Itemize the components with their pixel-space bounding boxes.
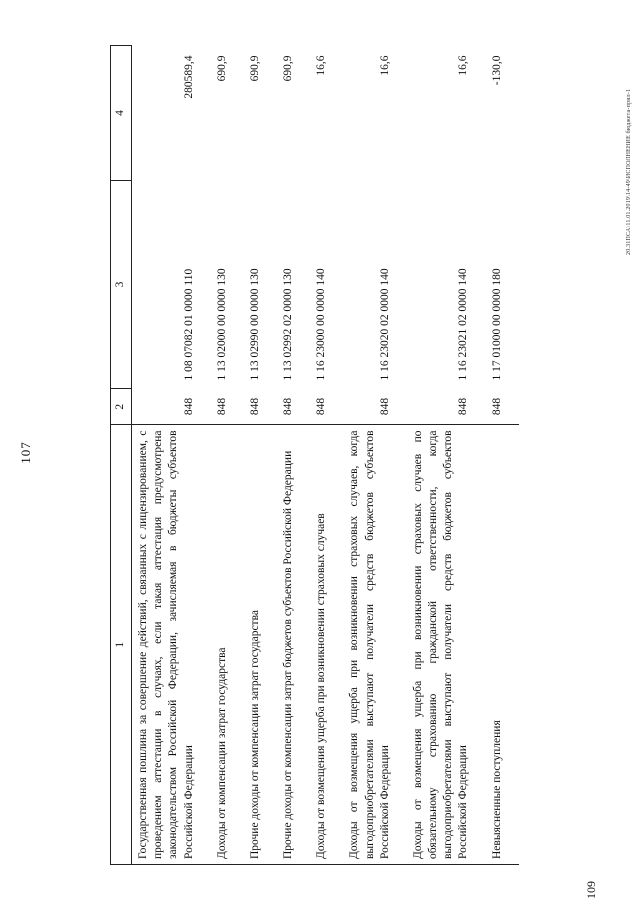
table-row	[343, 46, 407, 865]
amount: 690,9	[215, 55, 228, 82]
table-row	[211, 46, 244, 865]
budget-classification-code: 1 17 01000 00 0000 180	[490, 268, 503, 381]
budget-classification-code: 1 13 02990 00 0000 130	[248, 268, 261, 381]
revenue-name: Доходы от возмещения ущерба при возникновении страховых случаев	[310, 425, 343, 865]
admin-code: 848	[182, 397, 195, 416]
budget-revenue-table	[110, 45, 519, 865]
budget-classification-code: 1 16 23020 02 0000 140	[378, 268, 391, 381]
revenue-name: Прочие доходы от компенсации затрат государства	[244, 425, 277, 865]
page-number: 107	[18, 441, 33, 464]
admin-code: 848	[215, 397, 228, 416]
revenue-name: Прочие доходы от компенсации затрат бюджетов субъектов Российской Федерации	[277, 425, 310, 865]
revenue-name: Невыясненные поступления	[486, 425, 519, 865]
admin-code: 848	[282, 397, 295, 416]
admin-code: 848	[315, 397, 328, 416]
column-header-1: 1	[111, 425, 132, 865]
table-row	[244, 46, 277, 865]
budget-classification-code: 1 13 02000 00 0000 130	[215, 268, 228, 381]
budget-classification-code: 1 16 23000 00 0000 140	[315, 268, 328, 381]
column-header-4: 4	[111, 46, 132, 181]
amount: 16,6	[315, 55, 328, 76]
column-header-3: 3	[111, 181, 132, 389]
revenue-name: Доходы от компенсации затрат государства	[211, 425, 244, 865]
amount: 16,6	[378, 55, 391, 76]
amount: 690,9	[282, 55, 295, 82]
budget-classification-code: 1 08 07082 01 0000 110	[182, 268, 195, 381]
column-header-2: 2	[111, 389, 132, 426]
admin-code: 848	[490, 397, 503, 416]
amount: 690,9	[248, 55, 261, 82]
amount: 280589,4	[182, 55, 195, 99]
admin-code: 848	[457, 397, 470, 416]
footer-page-number: 109	[584, 881, 598, 899]
budget-classification-code: 1 13 02992 02 0000 130	[282, 268, 295, 381]
revenue-name: Доходы от возмещения ущерба при возникновении страховых случаев, когда выгодоприобретателями выступают получатели средств бюджетов субъектов Российской Федерации	[343, 425, 407, 865]
table-row	[310, 46, 343, 865]
file-path-footer: 20.31ПСА\11.01.2019\14-49\ИСПОЛНЕНИЕ бюджета-прил-1	[626, 88, 632, 255]
revenue-name: Доходы от возмещения ущерба при возникновении страховых случаев по обязательному страхованию гражданской ответственности, когда выгодоприобретателями выступают получатели средств бюджетов субъектов Российской Федерации	[407, 425, 486, 865]
admin-code: 848	[248, 397, 261, 416]
amount: -130,0	[490, 55, 503, 86]
admin-code: 848	[378, 397, 391, 416]
amount: 16,6	[457, 55, 470, 76]
table-row	[277, 46, 310, 865]
revenue-name: Государственная пошлина за совершение действий, связанных с лицензированием, с проведением аттестации в случаях, если такая аттестация предусмотрена законодательством Российской Федерации, зачисляемая в бюджеты субъектов Российской Федерации	[132, 425, 211, 865]
table-row	[407, 46, 486, 865]
table-header-row	[111, 46, 132, 865]
budget-classification-code: 1 16 23021 02 0000 140	[457, 268, 470, 381]
table-row	[132, 46, 211, 865]
table-row	[486, 46, 519, 865]
